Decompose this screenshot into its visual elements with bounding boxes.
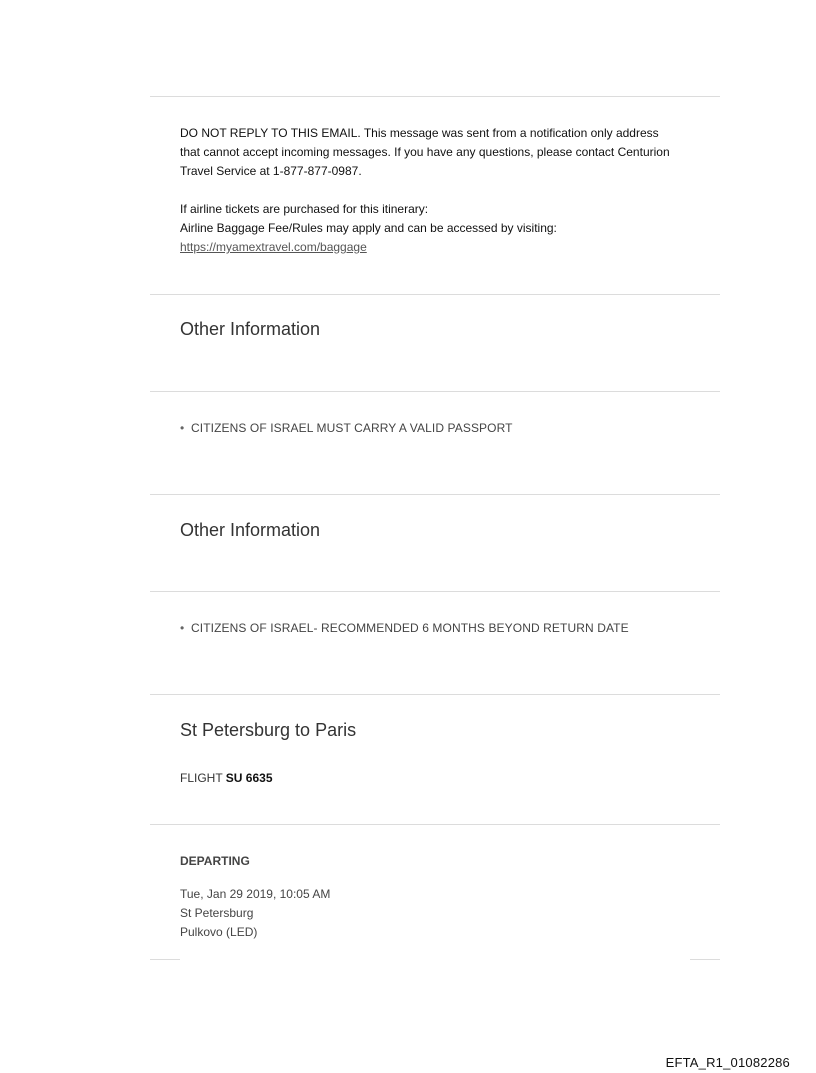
divider (150, 494, 720, 495)
departure-airport: Pulkovo (LED) (180, 925, 258, 939)
departure-datetime: Tue, Jan 29 2019, 10:05 AM (180, 887, 331, 901)
notice-line: If airline tickets are purchased for this itinerary: (180, 202, 429, 216)
section-title-other-information: Other Information (180, 319, 321, 339)
flight-route-title: St Petersburg to Paris (180, 720, 357, 740)
divider-fragment-right (690, 959, 720, 960)
notice-line: that cannot accept incoming messages. If you have any questions, please contact Centurion (180, 145, 670, 159)
notice-line: Travel Service at 1-877-877-0987. (180, 164, 362, 178)
departure-city: St Petersburg (180, 906, 254, 920)
divider-fragment-left (150, 959, 180, 960)
departing-heading: DEPARTING (180, 854, 250, 868)
section-title-other-information: Other Information (180, 520, 321, 540)
divider (150, 694, 720, 695)
flight-number: SU 6635 (225, 771, 273, 785)
divider (150, 591, 720, 592)
departure-details (180, 885, 330, 942)
info-bullet-text: CITIZENS OF ISRAEL MUST CARRY A VALID PASSPORT (191, 421, 513, 435)
flight-number-line (180, 771, 273, 785)
flight-label: FLIGHT (180, 771, 223, 785)
divider (150, 824, 720, 825)
info-bullet-text: CITIZENS OF ISRAEL- RECOMMENDED 6 MONTHS BEYOND RETURN DATE (191, 621, 629, 635)
no-reply-notice (180, 124, 700, 257)
bullet-icon: • (180, 621, 185, 635)
divider-top (150, 96, 720, 97)
document-id: EFTA_R1_01082286 (665, 1055, 790, 1070)
notice-line: Airline Baggage Fee/Rules may apply and can be accessed by visiting: (180, 221, 557, 235)
bullet-icon: • (180, 421, 185, 435)
divider (150, 294, 720, 295)
info-bullet-item (180, 621, 629, 635)
divider (150, 391, 720, 392)
notice-line: DO NOT REPLY TO THIS EMAIL. This message was sent from a notification only address (180, 126, 659, 140)
info-bullet-item (180, 421, 513, 435)
baggage-link[interactable]: https://myamextravel.com/baggage (180, 240, 367, 254)
